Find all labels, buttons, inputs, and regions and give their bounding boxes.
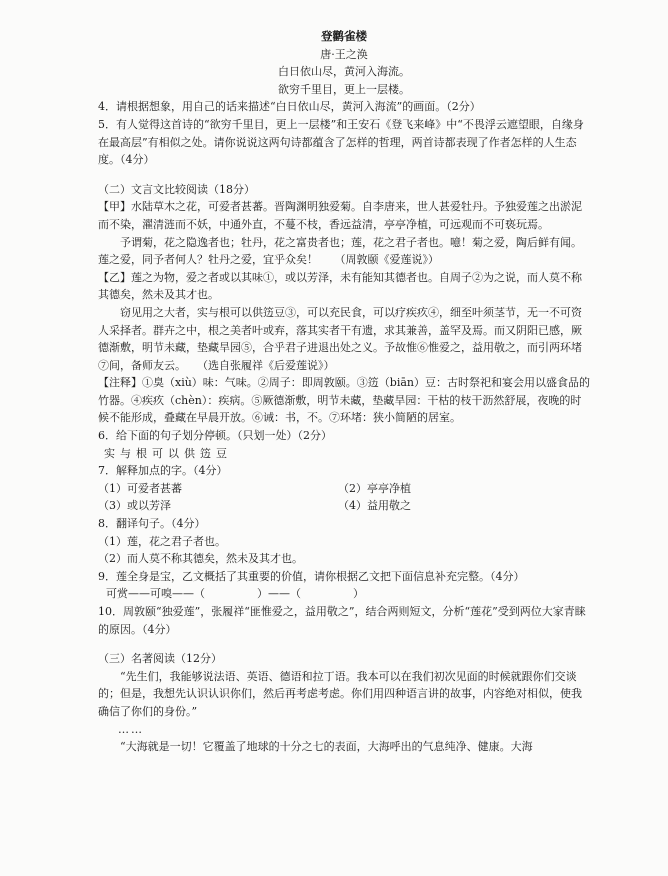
ellipsis: …… [118, 722, 144, 736]
question-9: 9．莲全身是宝，乙文概括了其重要的价值，请你根据乙文把下面信息补充完整。（4分） [98, 569, 525, 583]
question-9-chain [98, 585, 590, 603]
section-3-quote-2: “大海就是一切！它覆盖了地球的十分之七的表面，大海呼出的气息纯净、健康。大海 [120, 740, 533, 754]
question-7-item: （1）可爱者甚蕃 [98, 481, 182, 495]
question-4: 4．请根据想象，用自己的话来描述“白日依山尽，黄河入海流”的画面。（2分） [98, 100, 481, 114]
chain-end: ） [353, 587, 364, 601]
question-6: 6．给下面的句子划分停顿。（只划一处）（2分） [98, 429, 332, 443]
question-6-sentence: 实与根可以供笾豆 [104, 446, 232, 460]
question-7-item: （2）亭亭净植 [338, 481, 411, 495]
poem-line-2: 欲穷千里目，更上一层楼。 [278, 82, 410, 96]
passage-yi-p1: 【乙】莲之为物，爱之者或以其味①，或以芳泽，未有能知其德者也。自周子②为之说，而人莫不称其德矣，然未及其才也。 [98, 270, 582, 302]
passage-jia-p2: 予谓菊，花之隐逸者也；牡丹，花之富贵者也；莲，花之君子者也。噫！菊之爱，陶后鲜有闻。莲之爱，同予者何人？牡丹之爱，宜乎众矣！ （周敦颐《爱莲说》） [98, 235, 582, 267]
chain-start: 可赏——可嗅——（ [106, 587, 205, 601]
question-7: 7．解释加点的字。（4分） [98, 464, 228, 478]
section-2-title: （二）文言文比较阅读（18分） [98, 182, 255, 196]
passage-yi-p2: 窃见用之大者，实与根可以供笾豆③，可以充民食，可以疗疾疚④，细至叶须茎节，无一不可资人采择者。群卉之中，根之美者叶或弃，落其实者干有遗，求其兼善，盖罕及焉。而又阴阳已感，厥德渐敷，明节未藏，垫藏旱园⑤，合乎君子进退出处之义。予故惟⑥惟爱之，益用敬之，而引两环堵⑦间，备师友云。 （选自张履祥《后爱莲说》） [98, 305, 582, 372]
passage-jia-p1: 【甲】水陆草木之花，可爱者甚蕃。晋陶渊明独爱菊。自李唐来，世人甚爱牡丹。予独爱莲之出淤泥而不染，濯清涟而不妖，中通外直，不蔓不枝，香远益清，亭亭净植，可远观而不可亵玩焉。 [98, 200, 582, 231]
poem-author: 唐·王之涣 [320, 47, 368, 61]
question-5: 5．有人觉得这首诗的“欲穷千里目，更上一层楼”和王安石《登飞来峰》中“不畏浮云遮望眼，自缘身在最高层”有相似之处。请你说说这两句诗都蕴含了怎样的哲理，两首诗都表现了作者怎样的人生态度。（4分） [98, 117, 584, 167]
question-7-item: （4）益用敬之 [338, 499, 411, 513]
question-8-item: （2）而人莫不称其德矣，然未及其才也。 [98, 552, 303, 566]
question-7-row-1 [98, 480, 590, 498]
question-8: 8．翻译句子。（4分） [98, 517, 206, 531]
section-3-title: （三）名著阅读（12分） [98, 652, 222, 666]
section-3-quote-1: “先生们，我能够说法语、英语、德语和拉丁语。我本可以在我们初次见面的时候就跟你们交谈的；但是，我想先认识认识你们，然后再考虑考虑。你们用四种语言讲的故事，内容绝对相似，使我确信了你们的身份。” [98, 669, 582, 718]
poem-line-1: 白日依山尽，黄河入海流。 [278, 65, 410, 79]
question-7-row-2 [98, 497, 590, 515]
question-8-item: （1）莲，花之君子者也。 [98, 534, 226, 548]
chain-mid: ）——（ [257, 587, 301, 601]
question-10: 10．周敦颐“独爱莲”，张履祥“匪惟爱之，益用敬之”，结合两则短文，分析“莲花”受到两位大家青睐的原因。（4分） [98, 605, 586, 636]
question-7-item: （3）或以芳泽 [98, 499, 171, 513]
poem-title: 登鹳雀楼 [321, 29, 367, 43]
page-content [98, 28, 590, 756]
annotation-notes: 【注释】①臭（xiù）味：气味。②周子：即周敦颐。③笾（biān）豆：古时祭祀和宴会用以盛食品的竹器。④疾疚（chèn）：疾病。⑤厥德渐敷，明节未藏，垫藏旱园：干枯的枝干沥然舒展，夜晚的时候不能形成，叠藏在早晨开放。⑥诫：书，不。⑦环堵：狭小简陋的居室。 [98, 376, 591, 425]
